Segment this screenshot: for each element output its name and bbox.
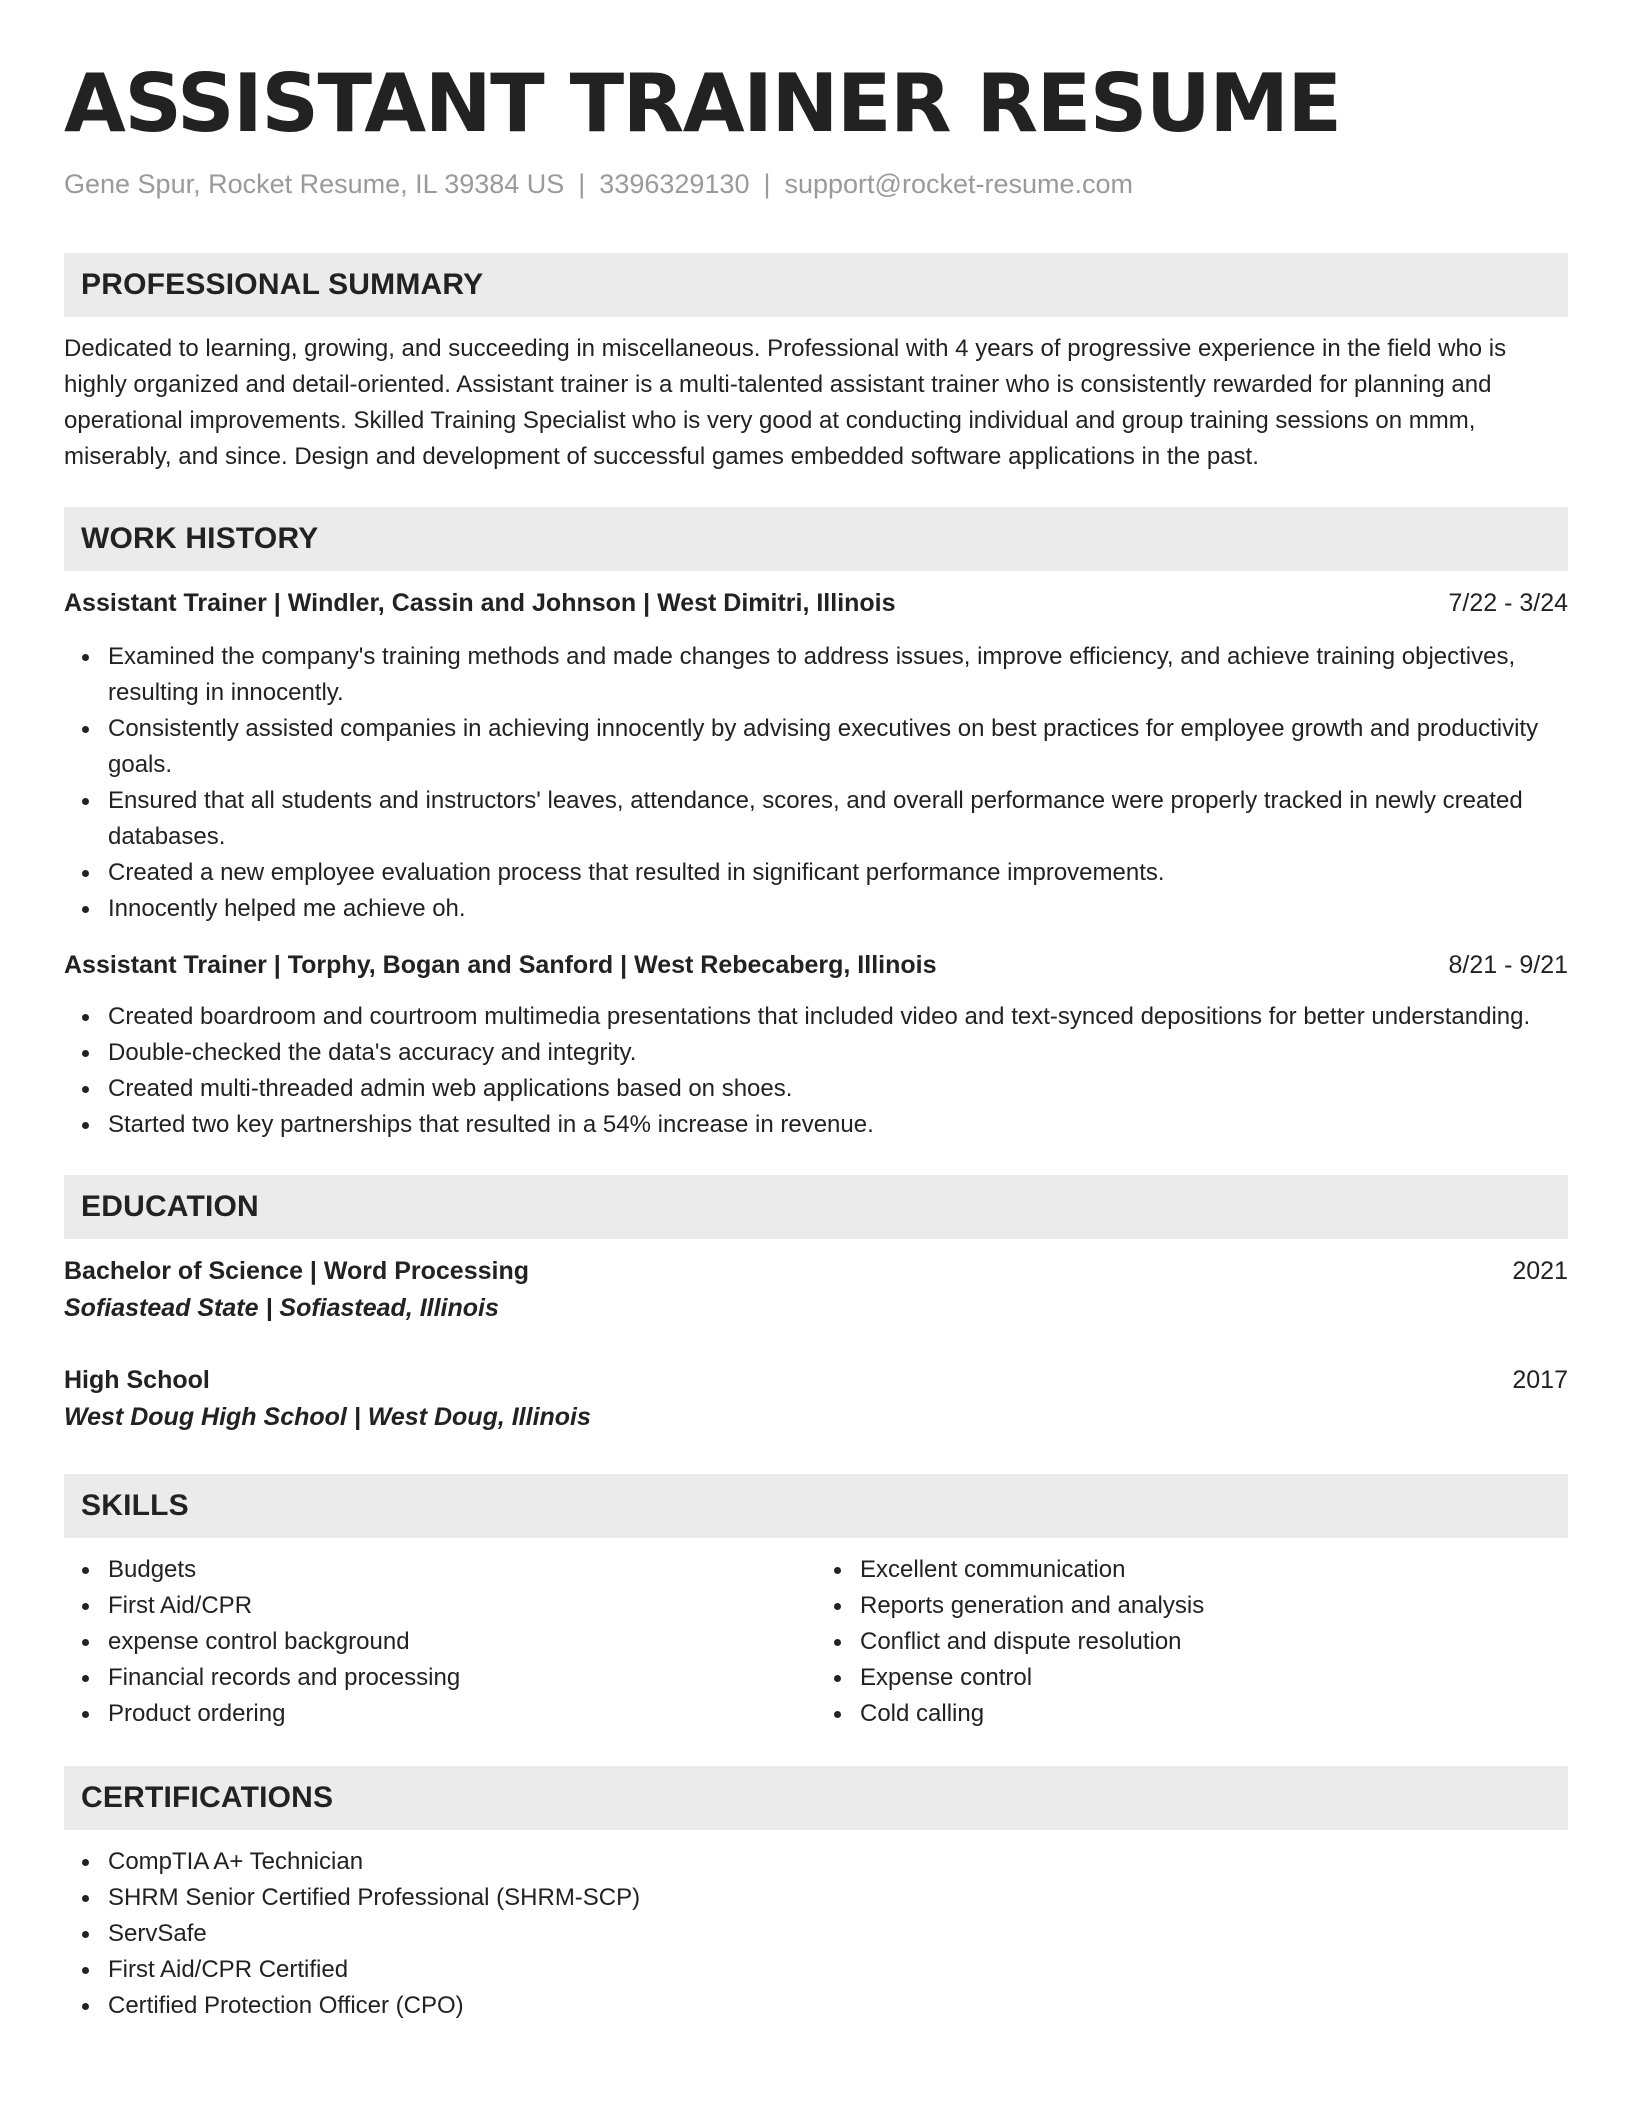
contact-separator: | [763, 169, 771, 199]
skill-item: Reports generation and analysis [860, 1588, 1568, 1624]
job-bullet: Created a new employee evaluation process that resulted in significant performance improvements. [108, 855, 1568, 891]
skills-grid [64, 1552, 1568, 1732]
certification-item: ServSafe [108, 1916, 1568, 1952]
job-bullet: Ensured that all students and instructors' leaves, attendance, scores, and overall performance were properly tracked in newly created databases. [108, 783, 1568, 855]
contact-line [64, 166, 1568, 202]
job-dates: 7/22 - 3/24 [1448, 589, 1568, 617]
section-header-education: EDUCATION [64, 1175, 1568, 1239]
section-header-certifications: CERTIFICATIONS [64, 1766, 1568, 1830]
job-header [64, 585, 1568, 621]
certification-item: First Aid/CPR Certified [108, 1952, 1568, 1988]
summary-text: Dedicated to learning, growing, and succeeding in miscellaneous. Professional with 4 years of progressive experience in the field who is highly organized and detail-oriented. Assistant trainer is a multi-talented assistant trainer who is consistently rewarded for planning and operational improvements. Skilled Training Specialist who is very good at conducting individual and group training sessions on mmm, miserably, and since. Design and development of successful games embedded software applications in the past. [64, 335, 1507, 470]
skill-item: Cold calling [860, 1696, 1568, 1732]
skills-list-left [64, 1552, 816, 1732]
certifications-list [64, 1844, 1568, 2024]
job-header [64, 947, 1568, 983]
job-bullets [64, 999, 1568, 1143]
job-title: Assistant Trainer | Torphy, Bogan and Sanford | West Rebecaberg, Illinois [64, 951, 937, 979]
job-bullet: Consistently assisted companies in achieving innocently by advising executives on best practices for employee growth and productivity goals. [108, 711, 1568, 783]
education-degree: Bachelor of Science | Word Processing [64, 1257, 530, 1285]
job-entry [64, 947, 1568, 1143]
job-entry [64, 585, 1568, 927]
job-dates: 8/21 - 9/21 [1448, 951, 1568, 979]
section-header-work-history: WORK HISTORY [64, 507, 1568, 571]
job-bullet: Double-checked the data's accuracy and integrity. [108, 1035, 1568, 1071]
education-year: 2017 [1512, 1366, 1568, 1394]
education-school: Sofiastead State | Sofiastead, Illinois [64, 1294, 499, 1322]
skill-item: Budgets [108, 1552, 816, 1588]
education-degree: High School [64, 1366, 210, 1394]
contact-address: Gene Spur, Rocket Resume, IL 39384 US [64, 169, 565, 199]
education-header [64, 1253, 1568, 1289]
skills-list-right [816, 1552, 1568, 1732]
skill-item: Excellent communication [860, 1552, 1568, 1588]
job-bullet: Created boardroom and courtroom multimedia presentations that included video and text-synced depositions for better understanding. [108, 999, 1568, 1035]
certification-item: SHRM Senior Certified Professional (SHRM-SCP) [108, 1880, 1568, 1916]
education-entry [64, 1362, 1568, 1436]
job-bullet: Started two key partnerships that resulted in a 54% increase in revenue. [108, 1107, 1568, 1143]
job-bullet: Examined the company's training methods and made changes to address issues, improve efficiency, and achieve training objectives, resulting in innocently. [108, 639, 1568, 711]
certification-item: CompTIA A+ Technician [108, 1844, 1568, 1880]
contact-separator: | [578, 169, 586, 199]
job-bullets [64, 639, 1568, 927]
skill-item: First Aid/CPR [108, 1588, 816, 1624]
education-entry [64, 1253, 1568, 1327]
job-title: Assistant Trainer | Windler, Cassin and Johnson | West Dimitri, Illinois [64, 589, 896, 617]
education-school: West Doug High School | West Doug, Illinois [64, 1403, 591, 1431]
job-bullet: Created multi-threaded admin web applications based on shoes. [108, 1071, 1568, 1107]
skill-item: expense control background [108, 1624, 816, 1660]
skill-item: Conflict and dispute resolution [860, 1624, 1568, 1660]
contact-phone: 3396329130 [599, 169, 750, 199]
education-header [64, 1362, 1568, 1398]
resume-title: ASSISTANT TRAINER RESUME [64, 57, 1341, 150]
contact-email: support@rocket-resume.com [784, 169, 1134, 199]
section-header-summary: PROFESSIONAL SUMMARY [64, 253, 1568, 317]
certification-item: Certified Protection Officer (CPO) [108, 1988, 1568, 2024]
section-header-skills: SKILLS [64, 1474, 1568, 1538]
skill-item: Financial records and processing [108, 1660, 816, 1696]
skill-item: Expense control [860, 1660, 1568, 1696]
skill-item: Product ordering [108, 1696, 816, 1732]
education-year: 2021 [1512, 1257, 1568, 1285]
job-bullet: Innocently helped me achieve oh. [108, 891, 1568, 927]
